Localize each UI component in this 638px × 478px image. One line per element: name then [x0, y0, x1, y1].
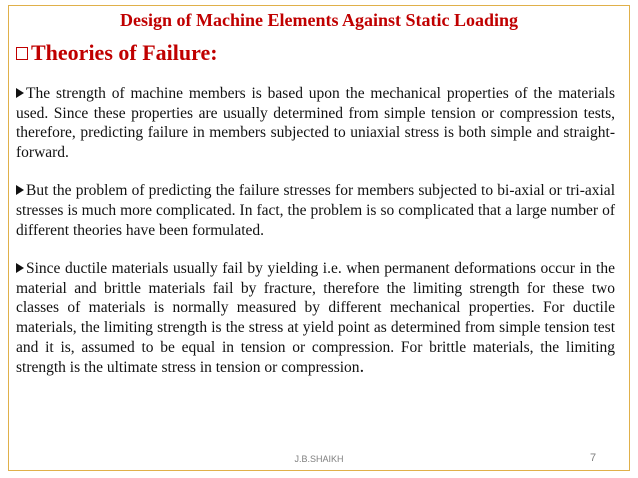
footer-author: J.B.SHAIKH — [294, 454, 344, 464]
bullet-text-2: But the problem of predicting the failure stresses for members subjected to bi-axial or tri-axial stresses is much more complicated. In fact, the problem is so complicated that a large number of different theories have been formulated. — [16, 182, 615, 239]
bullet-list — [16, 84, 615, 378]
final-period: . — [359, 356, 365, 378]
bullet-paragraph-3 — [16, 259, 615, 378]
bullet-text-1: The strength of machine members is based upon the mechanical properties of the materials used. Since these properties are usually determined from simple tension or compression tests, therefore, predicting failure in members subjected to uniaxial stress is both simple and straight-forward. — [16, 85, 615, 161]
hollow-square-icon — [16, 47, 28, 60]
arrowhead-icon — [16, 88, 24, 98]
arrowhead-icon — [16, 185, 24, 195]
bullet-paragraph-1 — [16, 84, 615, 162]
bullet-text-3: Since ductile materials usually fail by yielding i.e. when permanent deformations occur in the material and brittle materials fail by fracture, therefore the limiting strength for these two classes of materials is normally measured by different mechanical properties. For ductile materials, the limiting strength is the stress at yield point as determined from simple tension test and it is, assumed to be equal in tension or compression. For brittle materials, the limiting strength is the ultimate stress in tension or compression — [16, 260, 615, 377]
bullet-paragraph-2 — [16, 181, 615, 240]
section-heading-text: Theories of Failure: — [31, 40, 218, 65]
slide-title: Design of Machine Elements Against Static Loading — [119, 10, 518, 30]
arrowhead-icon — [16, 263, 24, 273]
section-heading — [16, 40, 218, 66]
page-number: 7 — [590, 452, 597, 464]
